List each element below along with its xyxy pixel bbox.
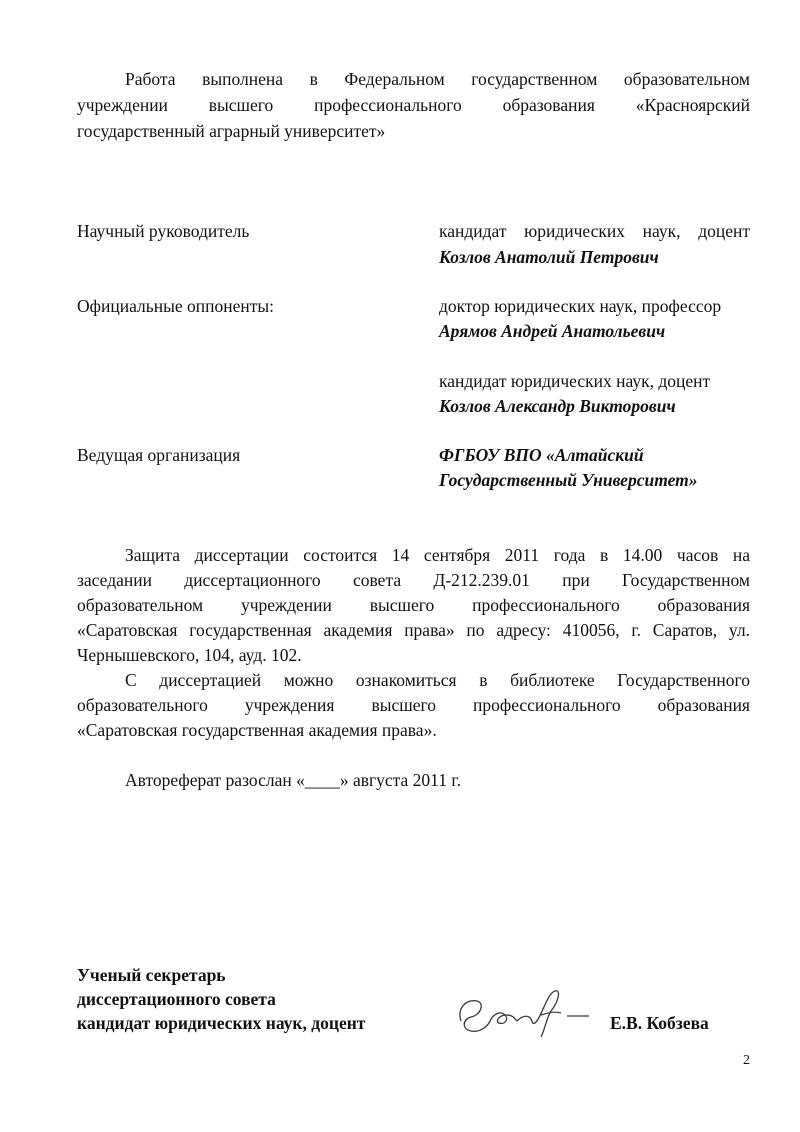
supervisor-name: Козлов Анатолий Петрович: [439, 247, 659, 267]
opponent-1-name: Арямов Андрей Анатольевич: [439, 321, 666, 341]
page-number: 2: [743, 1053, 750, 1068]
supervisor-title: кандидат юридических наук, доцент: [439, 221, 750, 241]
defense-line-1: Защита диссертации состоится 14 сентября 2011 года в 14.00 часов на: [125, 545, 750, 565]
library-line-3: «Саратовская государственная академия права».: [77, 720, 437, 740]
secretary-line-1: Ученый секретарь: [77, 965, 226, 985]
defense-line-5: Чернышевского, 104, ауд. 102.: [77, 645, 302, 665]
opponent-2-name: Козлов Александр Викторович: [439, 396, 676, 416]
secretary-name: Е.В. Кобзева: [610, 1013, 709, 1033]
defense-line-3: образовательном учреждении высшего профессионального образования: [77, 595, 750, 615]
intro-line-2: учреждении высшего профессионального образования «Красноярский: [77, 95, 750, 115]
signature-icon: [455, 985, 595, 1041]
defense-line-2: заседании диссертационного совета Д-212.239.01 при Государственном: [77, 570, 750, 590]
leading-org-line-2: Государственный Университет»: [439, 470, 698, 490]
secretary-line-2: диссертационного совета: [77, 989, 276, 1009]
opponent-1-title: доктор юридических наук, профессор: [439, 296, 722, 316]
intro-line-3: государственный аграрный университет»: [77, 121, 386, 141]
leading-org-label: Ведущая организация: [77, 445, 241, 465]
library-line-1: С диссертацией можно ознакомиться в библиотеке Государственного: [125, 670, 750, 690]
opponent-2-title: кандидат юридических наук, доцент: [439, 371, 711, 391]
library-line-2: образовательного учреждения высшего профессионального образования: [77, 695, 750, 715]
supervisor-label: Научный руководитель: [77, 221, 250, 241]
abstract-sent-line: Автореферат разослан «____» августа 2011 г.: [125, 770, 461, 790]
intro-line-1: Работа выполнена в Федеральном государственном образовательном: [125, 69, 750, 89]
leading-org-line-1: ФГБОУ ВПО «Алтайский: [439, 445, 644, 465]
secretary-line-3: кандидат юридических наук, доцент: [77, 1013, 366, 1033]
defense-line-4: «Саратовская государственная академия права» по адресу: 410056, г. Саратов, ул.: [77, 620, 750, 640]
opponents-label: Официальные оппоненты:: [77, 296, 274, 316]
